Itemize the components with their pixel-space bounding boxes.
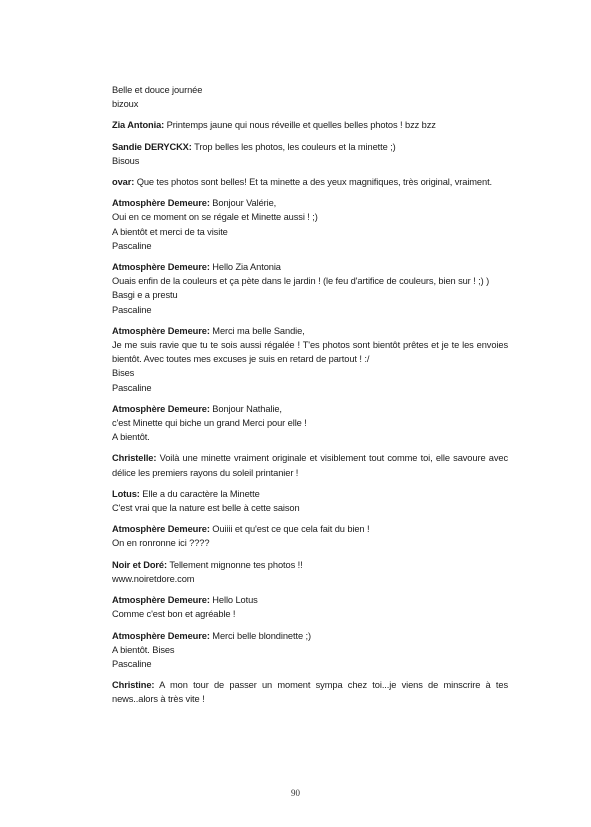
comment-line: c'est Minette qui biche un grand Merci pour elle ! xyxy=(112,418,307,429)
comment-author: Atmosphère Demeure: xyxy=(112,403,210,414)
comment-author: Atmosphère Demeure: xyxy=(112,630,210,641)
comment xyxy=(112,558,508,586)
comment-line: Basgi e a prestu xyxy=(112,290,178,301)
comment xyxy=(112,260,508,317)
page-number: 90 xyxy=(291,788,300,798)
comment-line: A bientôt et merci de ta visite xyxy=(112,226,228,237)
comment-line: Bonjour Valérie, xyxy=(209,198,277,209)
comment-author: Atmosphère Demeure: xyxy=(112,524,210,535)
comment-line: Tellement mignonne tes photos !! xyxy=(167,559,303,570)
comments-page xyxy=(112,83,508,714)
comment-line: Hello Zia Antonia xyxy=(209,262,281,273)
comment-author: Atmosphère Demeure: xyxy=(112,198,210,209)
comment-author: Atmosphère Demeure: xyxy=(112,595,210,606)
comment-line: A bientôt. Bises xyxy=(112,644,175,655)
comment-author: Sandie DERYCKX: xyxy=(112,141,192,152)
comment-line: Ouiiii et qu'est ce que cela fait du bien ! xyxy=(209,524,370,535)
comment-line: Pascaline xyxy=(112,240,152,251)
comment-author: Christelle: xyxy=(112,453,157,464)
comment-line: Merci ma belle Sandie, xyxy=(209,325,305,336)
comment xyxy=(112,593,508,621)
comment-line: Bonjour Nathalie, xyxy=(209,403,282,414)
comment-author: Atmosphère Demeure: xyxy=(112,325,210,336)
comment-line: Voilà une minette vraiment originale et visiblement tout comme toi, elle savoure avec délice les premiers rayons du soleil printanier ! xyxy=(112,453,508,478)
comment-line: Que tes photos sont belles! Et ta minette a des yeux magnifiques, très original, vraiment. xyxy=(134,177,493,188)
comment xyxy=(112,175,508,189)
comment xyxy=(112,522,508,550)
comment xyxy=(112,83,508,111)
comment-line: C'est vrai que la nature est belle à cette saison xyxy=(112,503,300,514)
comment-line: On en ronronne ici ???? xyxy=(112,538,210,549)
comment-line: Oui en ce moment on se régale et Minette aussi ! ;) xyxy=(112,212,318,223)
comment-line: Je me suis ravie que tu te sois aussi régalée ! T'es photos sont bientôt prêtes et je te les envoies bientôt. Avec toutes mes excuses je suis en retard de partout ! :/ xyxy=(112,340,508,365)
comment xyxy=(112,324,508,395)
comment-line: Belle et douce journée xyxy=(112,85,203,95)
comment-author: Lotus: xyxy=(112,488,140,499)
comment-author: ovar: xyxy=(112,177,135,188)
comment xyxy=(112,678,508,706)
comment xyxy=(112,629,508,672)
comment-line: bizoux xyxy=(112,99,139,110)
comment-line: Elle a du caractère la Minette xyxy=(139,488,260,499)
comment xyxy=(112,196,508,253)
comment-line: Printemps jaune qui nous réveille et quelles belles photos ! bzz bzz xyxy=(164,120,436,131)
comment-line: Merci belle blondinette ;) xyxy=(209,630,311,641)
comment-author: Atmosphère Demeure: xyxy=(112,262,210,273)
comment-line: Pascaline xyxy=(112,382,152,393)
comment-author: Christine: xyxy=(112,680,155,691)
comment xyxy=(112,118,508,132)
comment-line: Bisous xyxy=(112,155,140,166)
comment-line: Comme c'est bon et agréable ! xyxy=(112,609,236,620)
comment-author: Zia Antonia: xyxy=(112,120,165,131)
comment-line: A bientôt. xyxy=(112,432,150,443)
comment xyxy=(112,451,508,479)
comment-line: Ouais enfin de la couleurs et ça pète dans le jardin ! (le feu d'artifice de couleurs, bien sur ! ;) ) xyxy=(112,276,490,287)
comment-line: Hello Lotus xyxy=(209,595,258,606)
comment xyxy=(112,140,508,168)
comment-line: Bises xyxy=(112,368,135,379)
comment-line: www.noiretdore.com xyxy=(112,573,195,584)
comment-line: Pascaline xyxy=(112,304,152,315)
comment xyxy=(112,402,508,445)
comment-line: A mon tour de passer un moment sympa chez toi...je viens de minscrire à tes news..alors à très vite ! xyxy=(112,680,508,705)
comment xyxy=(112,487,508,515)
comment-line: Pascaline xyxy=(112,658,152,669)
comment-author: Noir et Doré: xyxy=(112,559,168,570)
comment-line: Trop belles les photos, les couleurs et la minette ;) xyxy=(191,141,396,152)
